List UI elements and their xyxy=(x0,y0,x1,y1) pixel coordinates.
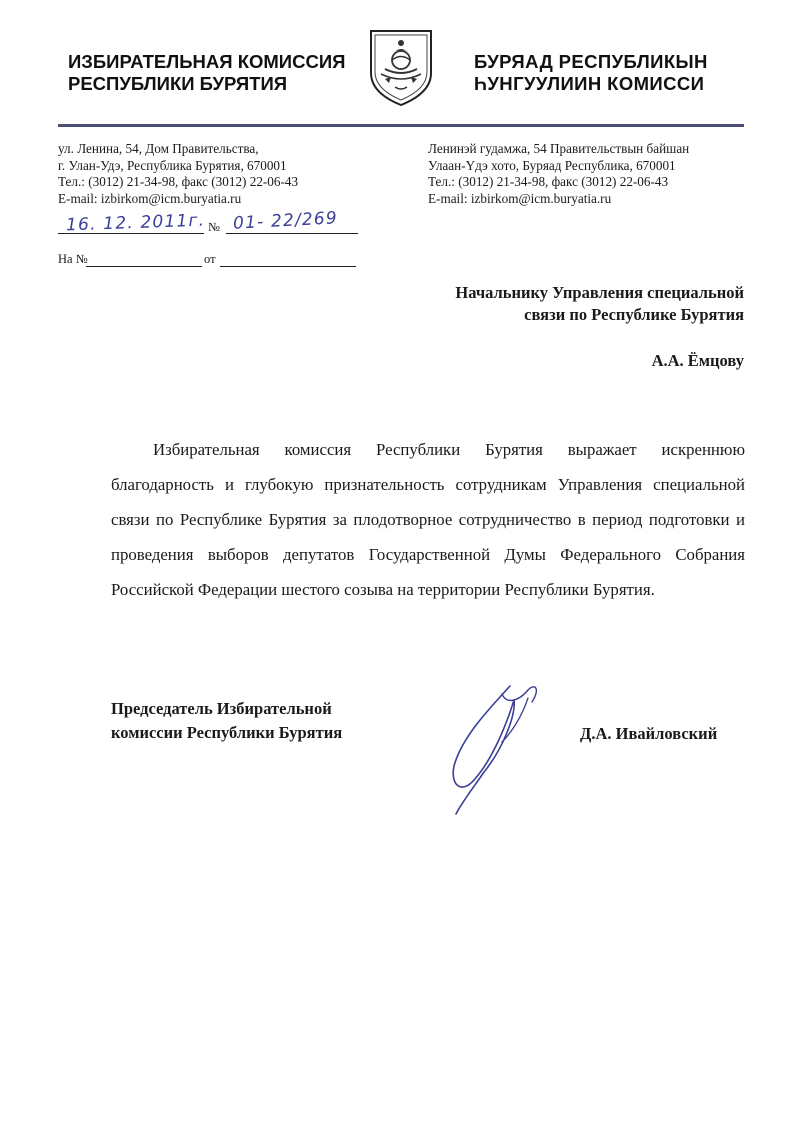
organization-name-buryat xyxy=(474,51,708,95)
address-bua-line: Тел.: (3012) 21-34-98, факс (3012) 22-06-43 xyxy=(428,174,669,189)
address-russian xyxy=(58,141,298,207)
addressee-position-line1: Начальнику Управления специальной xyxy=(455,283,744,302)
address-buryat xyxy=(428,141,689,207)
reference-from-label: от xyxy=(204,252,216,266)
reference-number-underline xyxy=(86,266,202,267)
addressee-block xyxy=(455,282,744,372)
reference-number-label: На № xyxy=(58,252,88,266)
org-ru-line1: ИЗБИРАТЕЛЬНАЯ КОМИССИЯ xyxy=(68,51,346,72)
address-ru-line: ул. Ленина, 54, Дом Правительства, xyxy=(58,141,259,156)
registration-line xyxy=(58,208,368,236)
address-bua-line: Ленинэй гудамжа, 54 Правительствын байшан xyxy=(428,141,690,156)
number-underline xyxy=(226,233,358,234)
registration-number: 01- 22/269 xyxy=(232,208,339,234)
organization-name-russian xyxy=(68,51,345,95)
address-ru-line: Тел.: (3012) 21-34-98, факс (3012) 22-06-43 xyxy=(58,174,299,189)
org-bua-line1: БУРЯАД РЕСПУБЛИКЫН xyxy=(474,51,708,72)
header-divider xyxy=(58,124,744,127)
date-underline xyxy=(58,233,204,234)
signatory-title xyxy=(111,697,342,745)
reference-line xyxy=(58,252,358,272)
address-bua-line: E-mail: izbirkom@icm.buryatia.ru xyxy=(428,190,612,206)
letter-body xyxy=(111,432,745,607)
addressee-position-line2: связи по Республике Бурятия xyxy=(524,305,744,324)
reference-date-underline xyxy=(220,266,356,267)
org-ru-line2: РЕСПУБЛИКИ БУРЯТИЯ xyxy=(68,73,288,94)
handwritten-signature xyxy=(432,676,562,816)
registration-date: 16. 12. 2011г. xyxy=(65,210,206,236)
signatory-name: Д.А. Ивайловский xyxy=(580,724,718,743)
signatory-title-line1: Председатель Избирательной xyxy=(111,699,332,718)
number-sign-label: № xyxy=(208,220,220,234)
address-ru-line: г. Улан-Удэ, Республика Бурятия, 670001 xyxy=(58,157,287,173)
coat-of-arms-icon xyxy=(367,27,435,107)
addressee-name: А.А. Ёмцову xyxy=(651,351,744,370)
signatory-title-line2: комиссии Республики Бурятия xyxy=(111,723,343,742)
org-bua-line2: ҺУНГУУЛИИН КОМИССИ xyxy=(474,73,705,94)
address-bua-line: Улаан-Үдэ хото, Буряад Республика, 670001 xyxy=(428,157,676,173)
address-ru-line: E-mail: izbirkom@icm.buryatia.ru xyxy=(58,190,242,206)
body-paragraph: Избирательная комиссия Республики Бурятия выражает искреннюю благодарность и глубокую признательность сотрудникам Управления специальной связи по Республике Бурятия за плодотворное сотрудничество в период подготовки и проведения выборов депутатов Государственной Думы Федерального Собрания Российской Федерации шестого созыва на территории Республики Бурятия. xyxy=(111,440,745,599)
